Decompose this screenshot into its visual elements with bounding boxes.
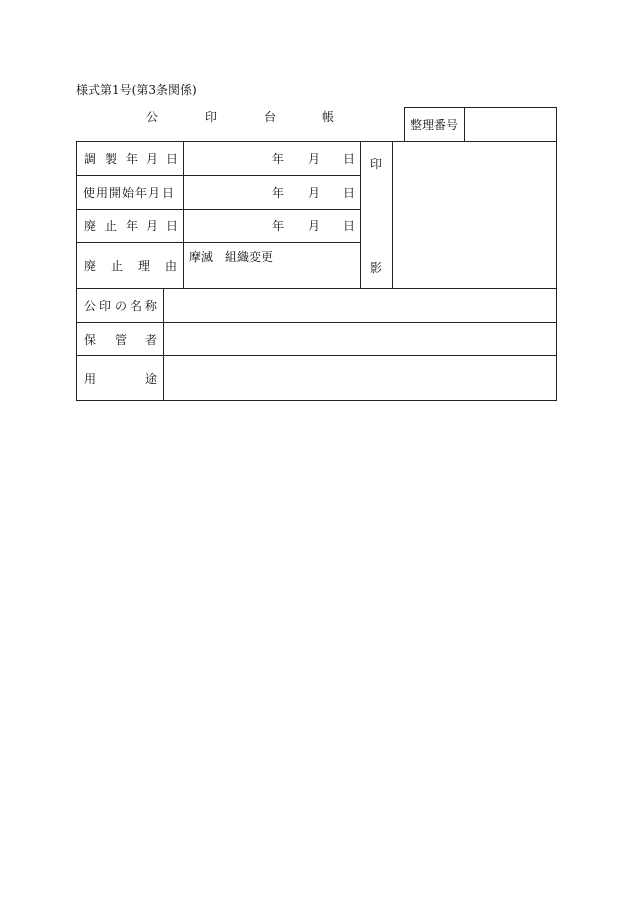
haishi-date-day[interactable]: 日 bbox=[343, 219, 356, 233]
row-divider-4 bbox=[76, 288, 557, 289]
label-meishou-3: の bbox=[115, 299, 128, 313]
row-divider-3 bbox=[76, 242, 361, 243]
row-divider-5 bbox=[76, 322, 557, 323]
label-haishi-1: 廃 bbox=[84, 219, 97, 233]
row-divider-6 bbox=[76, 355, 557, 356]
inei-top-char: 印 bbox=[370, 157, 383, 171]
title-char-1: 公 bbox=[146, 110, 159, 124]
chousei-date-month[interactable]: 月 bbox=[308, 152, 321, 166]
label-riyu-2: 止 bbox=[111, 259, 124, 273]
shiyou-date-month[interactable]: 月 bbox=[308, 186, 321, 200]
shiyou-date-year[interactable]: 年 bbox=[272, 186, 285, 200]
label-shiyou-5: 年 bbox=[135, 186, 148, 200]
form-number: 様式第1号(第3条関係) bbox=[76, 83, 197, 97]
label-riyu-1: 廃 bbox=[84, 259, 97, 273]
label-chousei-5: 日 bbox=[166, 152, 179, 166]
label-hokansha-3: 者 bbox=[145, 333, 158, 347]
label-meishou-4: 名 bbox=[130, 299, 143, 313]
label-chousei-1: 調 bbox=[84, 152, 97, 166]
label-haishi-4: 月 bbox=[146, 219, 159, 233]
col-divider-label bbox=[183, 141, 184, 288]
title-char-4: 帳 bbox=[322, 110, 335, 124]
label-meishou-2: 印 bbox=[99, 299, 112, 313]
label-shiyou-7: 日 bbox=[162, 186, 175, 200]
label-chousei-2: 製 bbox=[105, 152, 118, 166]
label-shiyou-6: 月 bbox=[148, 186, 161, 200]
label-shiyou-4: 始 bbox=[122, 186, 135, 200]
chousei-date-day[interactable]: 日 bbox=[343, 152, 356, 166]
label-shiyou-1: 使 bbox=[83, 186, 96, 200]
chousei-date-year[interactable]: 年 bbox=[272, 152, 285, 166]
shiyou-date-day[interactable]: 日 bbox=[343, 186, 356, 200]
label-meishou-5: 称 bbox=[145, 299, 158, 313]
label-riyu-3: 理 bbox=[138, 259, 151, 273]
label-haishi-3: 年 bbox=[126, 219, 139, 233]
row-divider-2 bbox=[76, 209, 361, 210]
col-divider-inei-left bbox=[360, 141, 361, 288]
title-char-2: 印 bbox=[205, 110, 218, 124]
row-divider-1 bbox=[76, 175, 361, 176]
label-hokansha-2: 管 bbox=[115, 333, 128, 347]
label-chousei-3: 年 bbox=[126, 152, 139, 166]
inei-bottom-char: 影 bbox=[370, 261, 383, 275]
label-chousei-4: 月 bbox=[146, 152, 159, 166]
label-haishi-2: 止 bbox=[105, 219, 118, 233]
haishi-date-year[interactable]: 年 bbox=[272, 219, 285, 233]
col-divider-lower-label bbox=[163, 288, 164, 401]
seiri-bangou-divider bbox=[464, 107, 465, 142]
label-youto-2: 途 bbox=[145, 372, 158, 386]
label-hokansha-1: 保 bbox=[84, 333, 97, 347]
label-shiyou-2: 用 bbox=[96, 186, 109, 200]
title-char-3: 台 bbox=[264, 110, 277, 124]
seiri-bangou-label: 整理番号 bbox=[410, 118, 459, 132]
label-riyu-4: 由 bbox=[165, 259, 178, 273]
label-meishou-1: 公 bbox=[84, 299, 97, 313]
haishi-riyu-value[interactable]: 摩滅 組織変更 bbox=[189, 250, 274, 264]
label-youto-1: 用 bbox=[84, 372, 97, 386]
label-haishi-5: 日 bbox=[166, 219, 179, 233]
haishi-date-month[interactable]: 月 bbox=[308, 219, 321, 233]
label-shiyou-3: 開 bbox=[109, 186, 122, 200]
inei-stamp-area[interactable] bbox=[393, 142, 556, 288]
